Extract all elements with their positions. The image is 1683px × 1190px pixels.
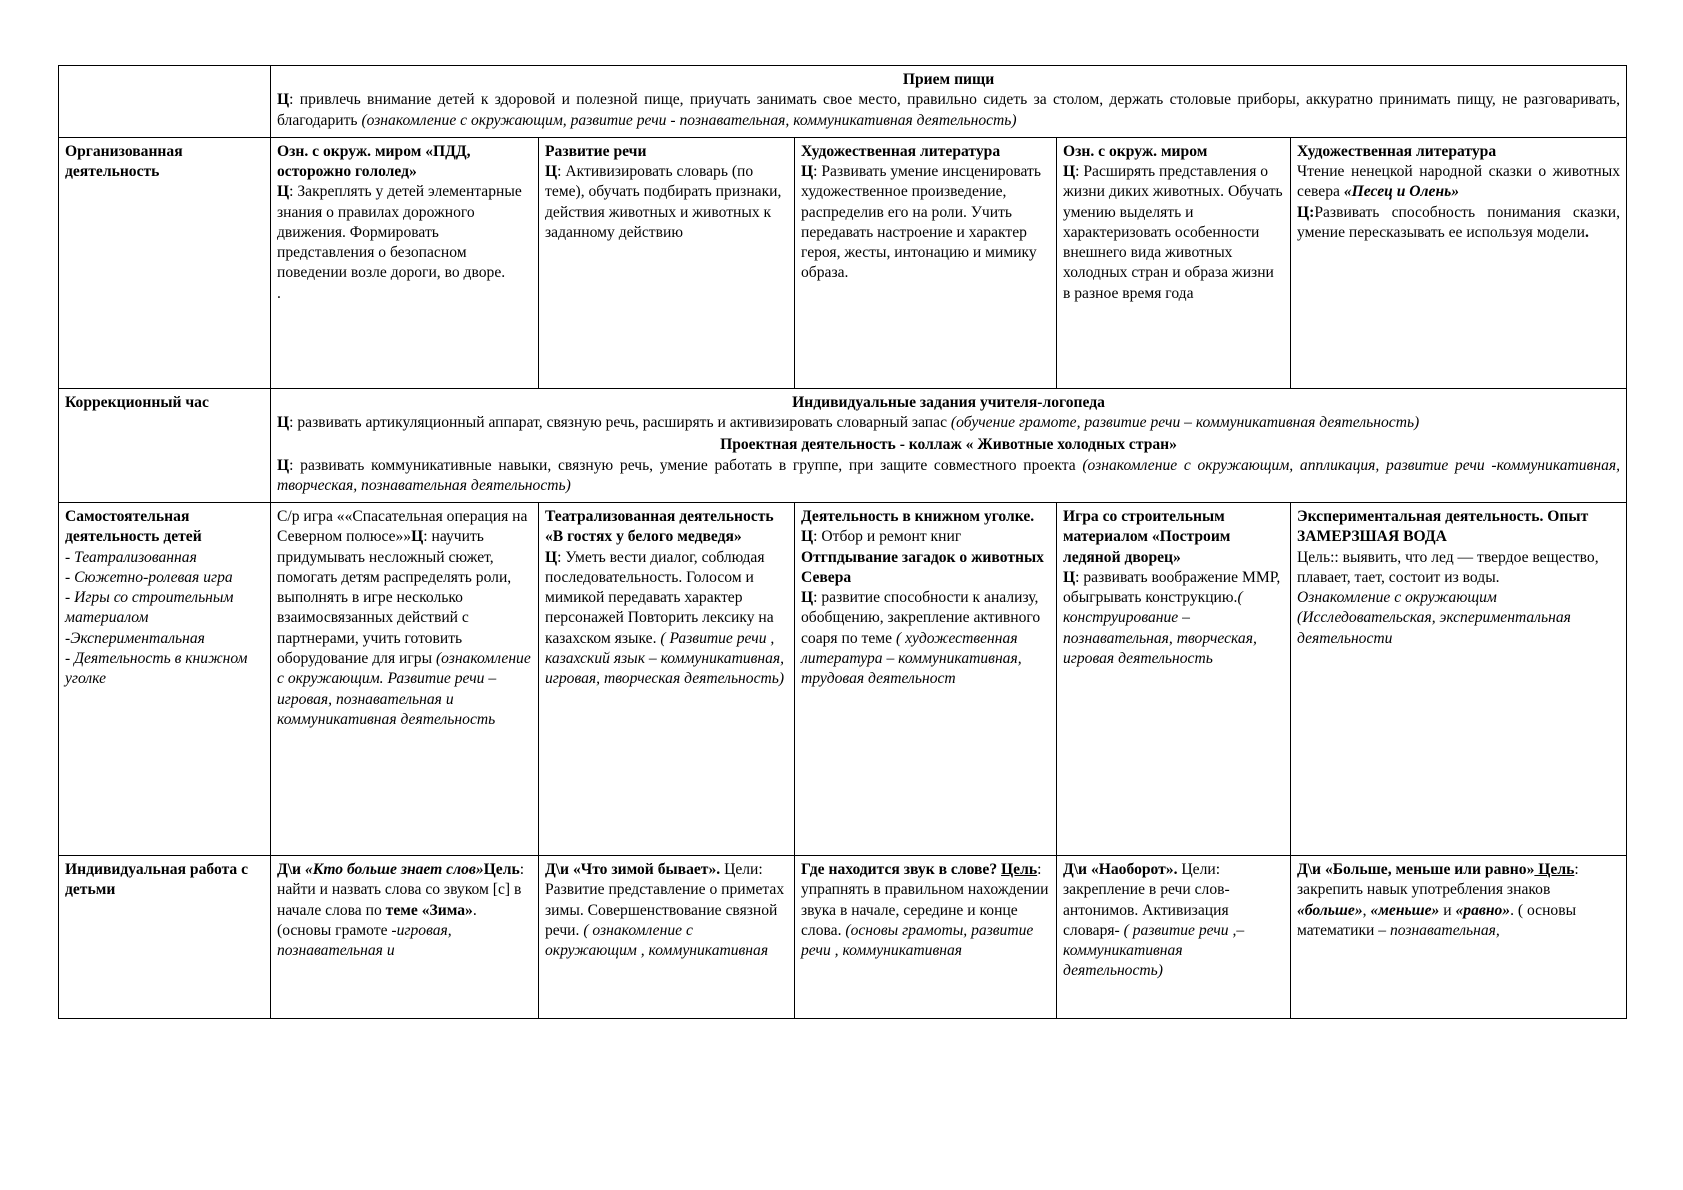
cell-individual-5-body [1297, 860, 1620, 941]
cell-individual-2 [539, 856, 795, 1019]
cell-independent-3-heading: Деятельность в книжном уголке. [801, 508, 1035, 526]
meal-content-cell [271, 66, 1627, 138]
game-title: «Кто больше знает слов» [304, 861, 484, 879]
row-label-correction [59, 388, 271, 502]
meal-empty-label-cell [59, 66, 271, 138]
goal-body: : Расширять представления о жизни диких животных. Обучать умению выделять и характеризовать особенности внешнего вида животных холодных стран и образа жизни в разное время года [1063, 163, 1283, 302]
correction-title-2: Проектная деятельность - коллаж « Животные холодных стран» [720, 436, 1177, 454]
table-row-independent-activity [59, 503, 1627, 856]
game-heading: С/р игра ««Спасательная операция на Северном полюсе»» [277, 508, 528, 546]
goal-body: : Уметь вести диалог, соблюдая последовательность. Голосом и мимикой передавать характер персонажей Повторить лексику на казахском языке. [545, 548, 774, 647]
goal-label: Ц [277, 183, 290, 201]
independent-item-3: -Экспериментальная [65, 629, 205, 647]
cell-independent-4 [1057, 503, 1291, 856]
cell-independent-3-body-2 [801, 588, 1050, 689]
goal-body: : Активизировать словарь (по теме), обучать подбирать признаки, действия животных и животных к заданному действию [545, 163, 782, 241]
goal-body: Цели: Развитие представление о приметах зимы. Совершенствование связной речи. [545, 861, 785, 939]
goal-italic: (ознакомление с окружающим. Развитие речи – игровая, познавательная и коммуникативная деятельность [277, 649, 531, 728]
goal-label: Ц: [1297, 203, 1315, 221]
game-prefix: Д\и [1063, 861, 1091, 879]
cell-independent-5-italic: Ознакомление с окружающим (Исследовательская, экспериментальная деятельности [1297, 589, 1571, 647]
goal-italic: познавательная, [1389, 921, 1500, 939]
goal-body: : Закреплять у детей элементарные знания о правилах дорожного движения. Формировать представления о безопасном поведении возле дороги, во дворе. [277, 183, 522, 282]
book-intro: Чтение ненецкой народной сказки о животных севера [1297, 163, 1621, 201]
game-prefix: Д\и [545, 861, 573, 879]
cell-organized-5-goal [1297, 203, 1620, 244]
cell-organized-3 [795, 137, 1057, 388]
document-page [58, 65, 1626, 1019]
cell-independent-4-body [1063, 568, 1284, 669]
goal-label: Ц [277, 456, 290, 474]
table-row-correction-hour [59, 388, 1627, 502]
goal-body: Развивать способность понимания сказки, умение пересказывать ее используя модели [1297, 203, 1621, 241]
row-label-independent [59, 503, 271, 856]
cell-individual-1-body [277, 860, 532, 961]
cell-individual-1 [271, 856, 539, 1019]
cell-organized-1-heading: Озн. с окруж. миром «ПДД, осторожно гололед» [277, 142, 471, 181]
goal-label: Ц [1063, 568, 1076, 586]
row-label-organized-text: Организованная деятельность [65, 142, 183, 181]
goal-label: Ц [801, 163, 814, 181]
cell-individual-4-body [1063, 860, 1284, 982]
correction-title-1: Индивидуальные задания учителя-логопеда [792, 393, 1105, 411]
cell-independent-3 [795, 503, 1057, 856]
row-label-correction-text: Коррекционный час [65, 393, 209, 411]
cell-organized-4 [1057, 137, 1291, 388]
goal-body-2: : развитие способности к анализу, обобщению, закрепление активного соаря по теме [801, 589, 1041, 647]
cell-individual-4 [1057, 856, 1291, 1019]
cell-independent-1-body [277, 507, 532, 730]
cell-independent-3-body-1 [801, 527, 1050, 588]
independent-item-1: - Сюжетно-ролевая игра [65, 568, 233, 586]
sign-less: «меньше» [1370, 901, 1440, 919]
game-title: «Больше, меньше или равно» [1324, 861, 1535, 879]
row-label-individual-text: Индивидуальная работа с детьми [65, 861, 249, 899]
correction-text-2 [277, 456, 1620, 497]
goal-body: : развивать артикуляционный аппарат, связную речь, расширять и активизировать словарный запас [289, 414, 951, 432]
meal-goal-italic: (ознакомление с окружающим, развитие речи - познавательная, коммуникативная деятельность) [361, 111, 1017, 129]
question-heading: Где находится звук в слове? [801, 861, 998, 879]
meal-goal-label: Ц [277, 91, 290, 109]
goal-body: : найти и назвать слова со звуком [с] в начале слова по [277, 861, 525, 919]
cell-organized-4-heading: Озн. с окруж. миром [1063, 142, 1208, 160]
meal-goal-body: : привлечь внимание детей к здоровой и полезной пище, приучать занимать свое место, правильно сидеть за столом, держать столовые приборы, аккуратно принимать пищу, не разговаривать, благодарить [277, 91, 1621, 129]
cell-organized-3-body [801, 162, 1050, 284]
goal-italic: ( художественная литература – коммуникативная, трудовая деятельност [801, 629, 1022, 688]
goal-body: : развивать коммуникативные навыки, связную речь, умение работать в группе, при защите совместного проекта [289, 456, 1083, 474]
cell-individual-3 [795, 856, 1057, 1019]
independent-item-4: - Деятельность в книжном уголке [65, 649, 248, 688]
cell-individual-5 [1291, 856, 1627, 1019]
row-label-independent-text: Самостоятельная деятельность детей [65, 508, 202, 546]
game-title: «Что зимой бывает». [572, 861, 721, 879]
sign-equal: «равно» [1455, 901, 1511, 919]
goal-label: Ц [801, 528, 814, 546]
sign-sep: , [1362, 901, 1371, 919]
riddles-heading: Отгпдывание загадок о животных Севера [801, 548, 1044, 586]
cell-independent-2-heading: Театрализованная деятельность «В гостях у белого медведя» [545, 508, 774, 546]
cell-organized-5-heading: Художественная литература [1297, 142, 1497, 160]
goal-word: Цель [1534, 861, 1575, 879]
cell-organized-1 [271, 137, 539, 388]
goal-label: Ц [411, 528, 424, 546]
game-prefix: Д\и [1297, 861, 1325, 879]
goal-word: Цель [1001, 861, 1038, 879]
independent-item-2: - Игры со строительным материалом [65, 589, 234, 627]
meal-title: Прием пищи [902, 71, 995, 88]
goal-italic: игровая, познавательная и [277, 921, 452, 960]
cell-organized-5-body [1297, 162, 1620, 203]
correction-text-1 [277, 413, 1620, 433]
cell-independent-2 [539, 503, 795, 856]
cell-organized-2-body [545, 162, 788, 243]
cell-organized-2 [539, 137, 795, 388]
goal-body: : развивать воображение ММР, обыгрывать конструкцию. [1063, 568, 1281, 607]
goal-label: Ц [1063, 163, 1076, 181]
goal-body: Цель:: выявить, что лед — твердое вещество, плавает, тает, состоит из воды. [1297, 548, 1599, 586]
cell-independent-4-heading: Игра со строительным материалом «Построим ледяной дворец» [1063, 508, 1231, 566]
table-row-organized-activity [59, 137, 1627, 388]
goal-italic: (ознакомление с окружающим, аппликация, развитие речи -коммуникативная, творческая, познавательная деятельность) [277, 456, 1621, 494]
cell-correction-content [271, 388, 1627, 502]
goal-body: : закрепить навык употребления знаков [1297, 861, 1579, 899]
independent-item-0: - Театрализованная [65, 548, 197, 566]
goal-label: Ц [545, 163, 558, 181]
game-prefix: Д\и [277, 861, 305, 879]
cell-organized-2-heading: Развитие речи [545, 142, 647, 160]
table-row-meal [59, 66, 1627, 138]
goal-body: Цели: закрепление в речи слов- антонимов. Активизация словаря- [1063, 861, 1230, 939]
goal-italic: (обучение грамоте, развитие речи – коммуникативная деятельность) [950, 414, 1420, 432]
cell-independent-5-heading: Экспериментальная деятельность. Опыт ЗАМЕРЗШАЯ ВОДА [1297, 508, 1589, 546]
cell-organized-1-tail: . [277, 284, 281, 302]
goal-italic: ( ознакомление с окружающим , коммуникативная [545, 921, 769, 960]
meal-goal-text [277, 90, 1620, 131]
sign-more: «больше» [1297, 901, 1363, 919]
row-label-organized [59, 137, 271, 388]
goal-body-2: . ( основы математики – [1297, 901, 1577, 939]
goal-tail: . [1584, 223, 1589, 241]
goal-body: : Развивать умение инсценировать художественное произведение, распределив его на роли. Учить передавать настроение и характер героя, жесты, интонацию и мимику образа. [801, 163, 1041, 282]
cell-independent-1 [271, 503, 539, 856]
goal-italic: ( Развитие речи , казахский язык – коммуникативная, игровая, творческая деятельность) [545, 629, 785, 688]
cell-organized-3-heading: Художественная литература [801, 142, 1001, 160]
cell-individual-3-body [801, 860, 1050, 961]
goal-italic: ( развитие речи ,– коммуникативная деятельность) [1063, 921, 1245, 980]
goal-label: Ц [277, 414, 290, 432]
cell-individual-2-body [545, 860, 788, 961]
cell-independent-5-body [1297, 548, 1620, 589]
goal-word: Цель [483, 861, 520, 879]
daily-plan-table [58, 65, 1627, 1019]
game-title: «Наоборот». [1090, 861, 1178, 879]
goal-body: : упрапнять в правильном нахождении звука в начале, середине и конце слова. [801, 861, 1049, 939]
cell-independent-2-body [545, 548, 788, 690]
cell-independent-5 [1291, 503, 1627, 856]
goal-body: : научить придумывать несложный сюжет, помогать детям распределять роли, выполнять в игре несколько взаимосвязанных действий с партнерами, учить готовить оборудование для игры [277, 528, 512, 667]
goal-italic: (основы грамоты, развитие речи , коммуникативная [801, 921, 1034, 960]
goal-label-2: Ц [801, 589, 814, 607]
goal-label: Ц [545, 548, 558, 566]
theme-label: теме «Зима» [385, 901, 473, 919]
sign-and: и [1439, 901, 1456, 919]
row-label-individual [59, 856, 271, 1019]
table-row-individual-work [59, 856, 1627, 1019]
cell-organized-4-body [1063, 162, 1284, 304]
goal-body: : Отбор и ремонт книг [813, 528, 962, 546]
goal-body-2: . (основы грамоте - [277, 901, 477, 939]
cell-organized-1-body [277, 182, 532, 283]
cell-organized-5 [1291, 137, 1627, 388]
book-title: «Песец и Олень» [1343, 183, 1460, 201]
goal-italic: ( конструирование – познавательная, творческая, игровая деятельность [1063, 589, 1257, 667]
